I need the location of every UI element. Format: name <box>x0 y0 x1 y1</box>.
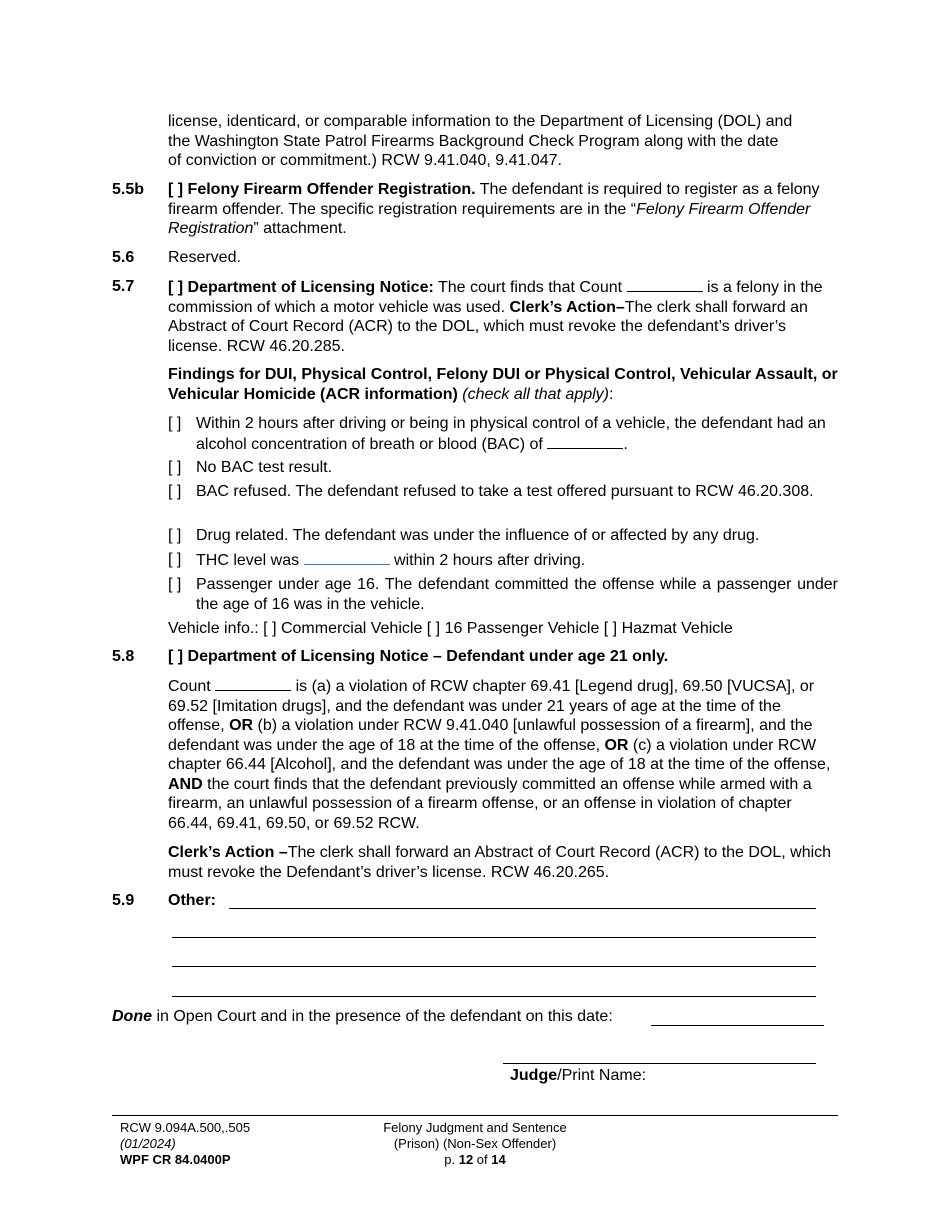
vehicle-info: Vehicle info.: [ ] Commercial Vehicle [ ] 16 Passenger Vehicle [ ] Hazmat Vehicle <box>168 620 733 637</box>
other-line[interactable] <box>172 996 816 997</box>
thc-blank <box>304 550 390 565</box>
checkbox[interactable]: [ ] <box>168 459 182 476</box>
count-blank <box>215 676 291 691</box>
section-number: 5.7 <box>112 278 135 295</box>
footer-left: RCW 9.094A.500,.505 (01/2024) WPF CR 84.0400P <box>120 1120 251 1167</box>
clerk-action: Clerk’s Action –The clerk shall forward an Abstract of Court Record (ACR) to the DOL, which must revoke the Defendant’s driver’s license. RCW 46.20.265. <box>168 844 832 881</box>
checkbox-label: THC level was within 2 hours after driving. <box>196 552 586 569</box>
checkbox[interactable]: [ ] <box>168 483 182 500</box>
intro-line: the Washington State Patrol Firearms Background Check Program along with the date <box>168 132 779 150</box>
checkbox[interactable]: [ ] <box>168 576 182 593</box>
footer-divider <box>112 1115 838 1116</box>
checkbox-label: Passenger under age 16. The defendant committed the offense while a passenger under the age of 16 was in the vehicle. <box>196 576 838 613</box>
other-line[interactable] <box>172 937 816 938</box>
other-label: Other: <box>168 892 216 909</box>
done-statement: Done in Open Court and in the presence of the defendant on this date: <box>112 1008 613 1025</box>
other-line[interactable] <box>229 908 816 909</box>
judge-label: Judge/Print Name: <box>510 1067 647 1084</box>
other-line[interactable] <box>172 966 816 967</box>
intro-paragraph <box>168 112 840 171</box>
intro-line: license, identicard, or comparable information to the Department of Licensing (DOL) and <box>168 113 793 130</box>
judge-signature-line[interactable] <box>503 1063 816 1064</box>
date-line[interactable] <box>651 1025 824 1026</box>
section-5-7: [ ] Department of Licensing Notice: The court finds that Count is a felony in the commission of which a motor vehicle was used. Clerk’s Action–The clerk shall forward an Abstract of Court Record (ACR) to the DOL, which must revoke the defendant’s driver’s license. RCW 46.20.285. <box>168 279 823 355</box>
footer-center: Felony Judgment and Sentence (Prison) (Non-Sex Offender) p. 12 of 14 <box>340 1120 610 1168</box>
section-number: 5.9 <box>112 892 135 909</box>
checkbox[interactable]: [ ] <box>168 527 182 544</box>
section-heading: [ ] Department of Licensing Notice: <box>168 279 434 296</box>
section-number: 5.5b <box>112 181 145 198</box>
section-heading: [ ] Department of Licensing Notice – Defendant under age 21 only. <box>168 648 669 665</box>
bac-blank <box>547 434 623 449</box>
count-blank <box>627 277 703 292</box>
checkbox-label: No BAC test result. <box>196 459 333 476</box>
checkbox-label: Drug related. The defendant was under the influence of or affected by any drug. <box>196 527 760 544</box>
page-number: p. 12 of 14 <box>444 1152 506 1167</box>
checkbox[interactable]: [ ] <box>168 551 182 568</box>
section-heading: [ ] Felony Firearm Offender Registration. <box>168 181 476 198</box>
section-number: 5.8 <box>112 648 135 665</box>
section-number: 5.6 <box>112 249 135 266</box>
section-5-6: Reserved. <box>168 249 241 266</box>
intro-line: of conviction or commitment.) RCW 9.41.040, 9.41.047. <box>168 152 562 169</box>
findings-heading: Findings for DUI, Physical Control, Felony DUI or Physical Control, Vehicular Assault, or Vehicular Homicide (ACR information) (check all that apply): <box>168 366 838 403</box>
checkbox-label: BAC refused. The defendant refused to take a test offered pursuant to RCW 46.20.308. <box>196 483 814 500</box>
section-5-5b: [ ] Felony Firearm Offender Registration. The defendant is required to register as a felony firearm offender. The specific registration requirements are in the “Felony Firearm Offender Registration” attachment. <box>168 181 820 237</box>
checkbox-label: Within 2 hours after driving or being in physical control of a vehicle, the defendant had an alcohol concentration of breath or blood (BAC) of . <box>196 415 826 453</box>
section-5-8-body: Count is (a) a violation of RCW chapter 69.41 [Legend drug], 69.50 [VUCSA], or 69.52 [Imitation drugs], and the defendant was under 21 years of age at the time of the offense, OR (b) a violation under RCW 9.41.040 [unlawful possession of a firearm], and the defendant was under the age of 18 at the time of the offense, OR (c) a violation under RCW chapter 66.44 [Alcohol], and the defendant was under the age of 18 at the time of the offense, AND the court finds that the defendant previously committed an offense while armed with a firearm, an unlawful possession of a firearm offense, or an offense in violation of chapter 66.44, 69.41, 69.50, or 69.52 RCW. <box>168 678 831 832</box>
checkbox[interactable]: [ ] <box>168 415 182 432</box>
